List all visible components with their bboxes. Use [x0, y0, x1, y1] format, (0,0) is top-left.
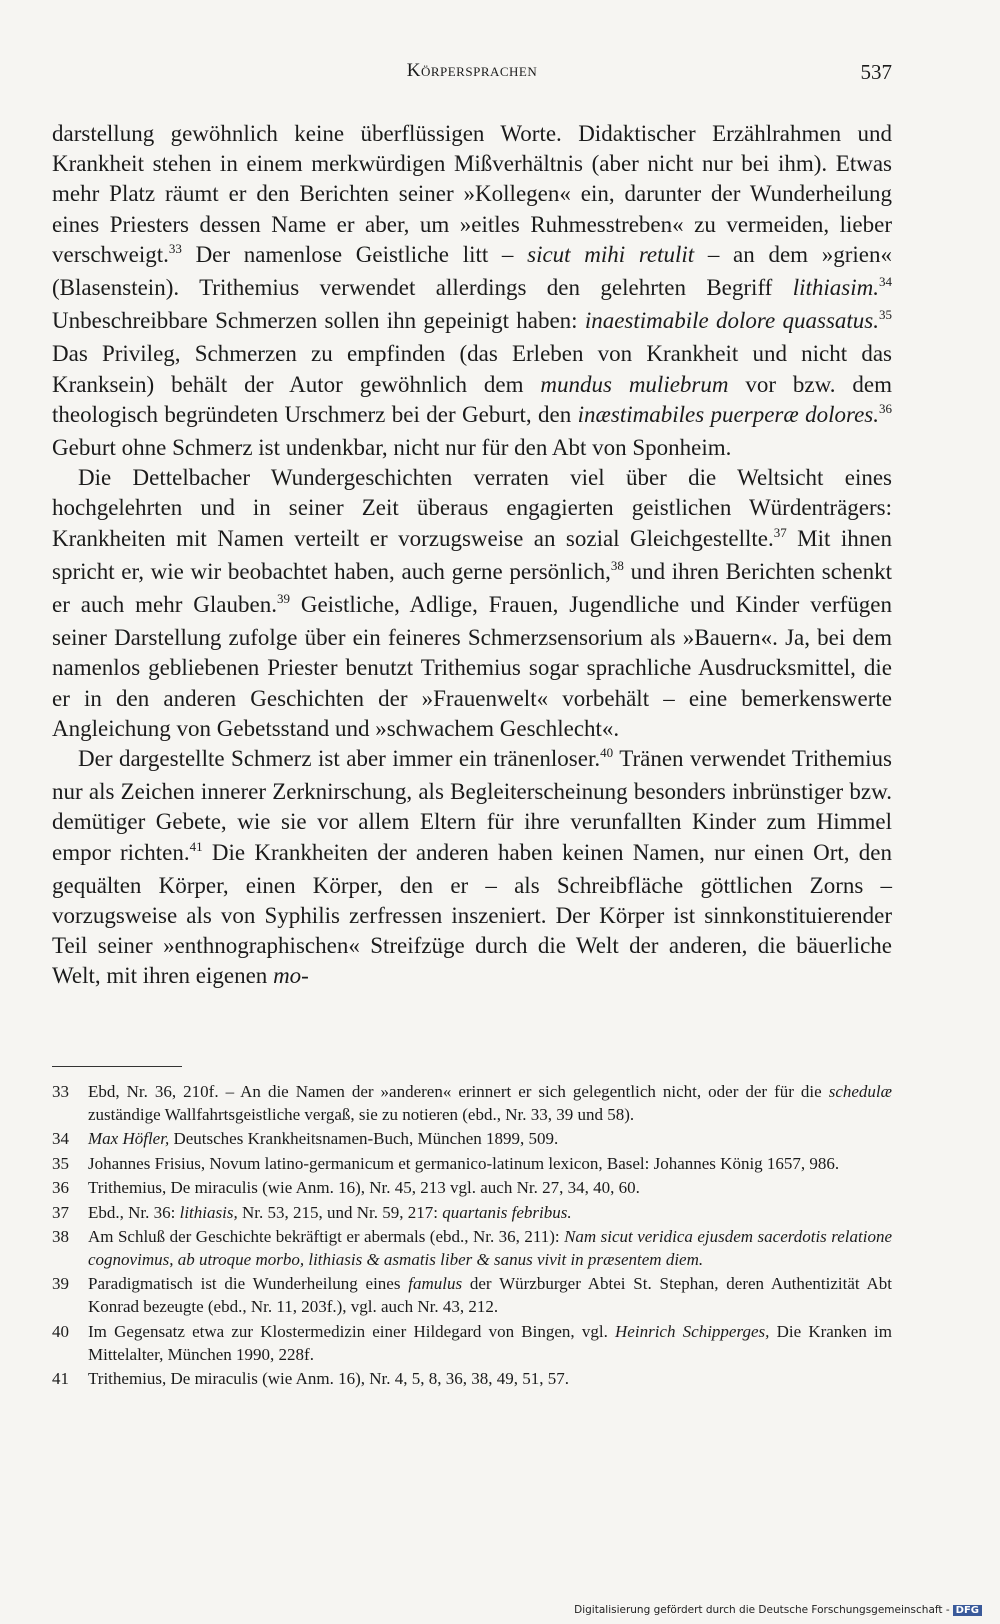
footnote-ref: 39: [276, 591, 290, 607]
italic-text: sicut mihi retulit: [527, 241, 695, 267]
text-run: Unbeschreibbare Schmerzen sollen ihn gepeinigt haben:: [52, 308, 585, 334]
footnote-text: [88, 1129, 558, 1148]
paragraph: [52, 119, 892, 463]
footnote: [52, 1225, 892, 1271]
text-run: darstellung gewöhnlich keine überflüssigen Worte. Didaktischer Erzählrahmen und Krankheit stehen in einem merkwürdigen Mißverhältnis (aber nicht nur bei ihm). Etwas mehr Platz räumt er den Berichten seiner »Kollegen« ein, darunter der Wunderheilung eines Priesters dessen Name er aber, um »eitles Ruhmesstreben« zu vermeiden, lieber verschweigt.: [52, 121, 892, 267]
footnote: [52, 1272, 892, 1318]
footnotes: [52, 1080, 892, 1392]
footnote: [52, 1201, 892, 1224]
text-run: Trithemius, De miraculis (wie Anm. 16), Nr. 45, 213 vgl. auch Nr. 27, 34, 40, 60.: [88, 1178, 640, 1198]
text-run: und ihren Berichten schenkt er auch mehr Glauben.: [52, 558, 893, 618]
italic-text: inaestimabile dolore quassatus.: [584, 308, 879, 334]
text-run: Am Schluß der Geschichte bekräftigt er abermals (ebd., Nr. 36, 211):: [88, 1226, 565, 1246]
credit-text: Digitalisierung gefördert durch die Deutsche Forschungsgemeinschaft -: [574, 1604, 950, 1616]
italic-text: Heinrich Schipperges,: [615, 1321, 770, 1341]
footnote-text: [88, 1322, 892, 1364]
footnote-number: 34: [52, 1129, 69, 1149]
text-run: – an dem »grien« (Blasenstein). Trithemius verwendet allerdings den gelehrten Begriff: [52, 241, 892, 301]
footnote-text: [88, 1154, 839, 1173]
text-run: Mit ihnen spricht er, wie wir beobachtet haben, auch gerne persönlich,: [52, 525, 892, 584]
italic-text: Nam sicut veridica ejusdem sacerdotis relatione cognovimus, ab utroque morbo, lithiasis & asmatis liber & sanus vivit in præsentem diem.: [88, 1226, 892, 1269]
footnote-ref: 37: [773, 524, 787, 540]
footnote-ref: 36: [879, 400, 892, 416]
text-run: Die Krankheiten der anderen haben keinen Namen, nur einen Ort, den gequälten Körper, einen Körper, den er – als Schreibfläche göttlichen Zorns – vorzugsweise als von Syphilis zerfressen inszeniert. Der Körper ist sinnkonstituierender Teil seiner »enthnographischen« Streifzüge durch die Welt der anderen, die bäuerliche Welt, mit ihren eigenen: [52, 839, 892, 989]
footnote: [52, 1152, 892, 1175]
footnote-text: [88, 1274, 892, 1316]
digitization-credit: [574, 1604, 982, 1616]
paragraph: [52, 463, 892, 744]
footnote: [52, 1176, 892, 1199]
text-run: Geistliche, Adlige, Frauen, Jugendliche und Kinder verfügen seiner Darstellung zufolge über ein feineres Schmerzsensorium als »Bauern«. Ja, bei dem namenlos gebliebenen Priester benutzt Trithemius sogar sprachliche Ausdrucksmittel, die er in den anderen Geschichten der »Frauenwelt« vorbehält – eine bemerkenswerte Angleichung von Gebetsstand und »schwachem Geschlecht«.: [52, 592, 892, 741]
text-run: Nr. 53, 215, und Nr. 59, 217:: [237, 1202, 443, 1222]
italic-text: mundus muliebrum: [540, 371, 729, 397]
text-run: Die Kranken im Mittelalter, München 1990, 228f.: [88, 1321, 892, 1364]
text-run: Ebd., Nr. 36:: [88, 1202, 180, 1222]
italic-text: Max Höfler,: [88, 1129, 170, 1149]
footnote-text: [88, 1203, 572, 1222]
footnote-ref: 33: [168, 240, 182, 256]
text-run: Deutsches Krankheitsnamen-Buch, München 1899, 509.: [169, 1129, 559, 1149]
text-run: Der namenlose Geistliche litt –: [181, 241, 528, 267]
italic-text: famulus: [408, 1274, 463, 1294]
footnote-text: [88, 1369, 569, 1388]
text-run: Im Gegensatz etwa zur Klostermedizin einer Hildegard von Bingen, vgl.: [88, 1321, 616, 1341]
running-head: [52, 60, 892, 88]
text-run: Johannes Frisius, Novum latino-germanicum et germanico-latinum lexicon, Basel: Johannes König 1657, 986.: [88, 1153, 840, 1173]
paragraph: [52, 744, 892, 992]
footnote-number: 41: [52, 1369, 69, 1389]
footnote-number: 33: [52, 1082, 69, 1101]
text-run: zuständige Wallfahrtsgeistliche vergaß, sie zu notieren (ebd., Nr. 33, 39 und 58).: [88, 1105, 635, 1124]
italic-text: lithiasim.: [792, 275, 879, 301]
text-run: Geburt ohne Schmerz ist undenkbar, nicht nur für den Abt von Sponheim.: [52, 435, 732, 461]
footnote-number: 39: [52, 1274, 69, 1294]
text-run: vor bzw. dem theologisch begründeten Urschmerz bei der Geburt, den: [52, 371, 892, 427]
footnote-ref: 35: [878, 307, 892, 323]
footnote-text: [88, 1082, 892, 1124]
italic-text: inæstimabiles puerperæ dolores.: [577, 401, 879, 427]
text-run: Die Dettelbacher Wundergeschichten verraten viel über die Weltsicht eines hochgelehrten und in seiner Zeit überaus engagierten geistlichen Würdenträgers: Krankheiten mit Namen verteilt er vorzugsweise an sozial Gleichgestellte.: [52, 465, 892, 551]
main-text: [52, 119, 892, 992]
footnote-text: [88, 1178, 640, 1197]
footnote-number: 36: [52, 1178, 69, 1198]
footnote-number: 37: [52, 1202, 69, 1222]
text-run: Der dargestellte Schmerz ist aber immer ein tränenloser.: [78, 746, 601, 772]
footnote: [52, 1367, 892, 1390]
dfg-logo: DFG: [953, 1605, 982, 1616]
footnote-text: [88, 1227, 892, 1269]
footnote-number: 35: [52, 1153, 69, 1173]
footnote-ref: 38: [610, 557, 624, 573]
text-run: der Würzburger Abtei St. Stephan, deren Authentizität Abt Konrad bezeugte (ebd., Nr. 11, 203f.), vgl. auch Nr. 43, 212.: [88, 1274, 892, 1317]
footnote-separator: [52, 1066, 182, 1067]
running-title: Körpersprachen: [406, 60, 538, 81]
footnote-number: 40: [52, 1321, 69, 1341]
footnote-ref: 40: [600, 745, 614, 761]
text-run: Tränen verwendet Trithemius nur als Zeichen innerer Zerknirschung, als Begleiterscheinung besonders inbrünstiger bzw. demütiger Gebete, wie sie vor allem Eltern für ihre verunfallten Kinder zum Himmel empor richten.: [52, 746, 893, 865]
italic-text: schedulæ: [828, 1082, 892, 1101]
footnote-number: 38: [52, 1226, 69, 1246]
footnote: [52, 1127, 892, 1150]
italic-text: lithiasis,: [179, 1202, 238, 1222]
text-run: Paradigmatisch ist die Wunderheilung eines: [88, 1274, 409, 1294]
italic-text: quartanis febribus.: [442, 1202, 572, 1222]
footnote: [52, 1080, 892, 1126]
footnote-ref: 41: [189, 838, 203, 854]
text-run: Ebd, Nr. 36, 210f. – An die Namen der »anderen« erinnert er sich gelegentlich nicht, oder der für die: [88, 1082, 829, 1101]
text-run: Das Privileg, Schmerzen zu empfinden (das Erleben von Krankheit und nicht das Kranksein) behält der Autor gewöhnlich dem: [52, 341, 892, 397]
italic-text: mo-: [273, 963, 309, 989]
page-number: 537: [860, 60, 892, 84]
footnote: [52, 1320, 892, 1366]
footnote-ref: 34: [879, 274, 892, 290]
text-run: Trithemius, De miraculis (wie Anm. 16), Nr. 4, 5, 8, 36, 38, 49, 51, 57.: [88, 1369, 570, 1389]
